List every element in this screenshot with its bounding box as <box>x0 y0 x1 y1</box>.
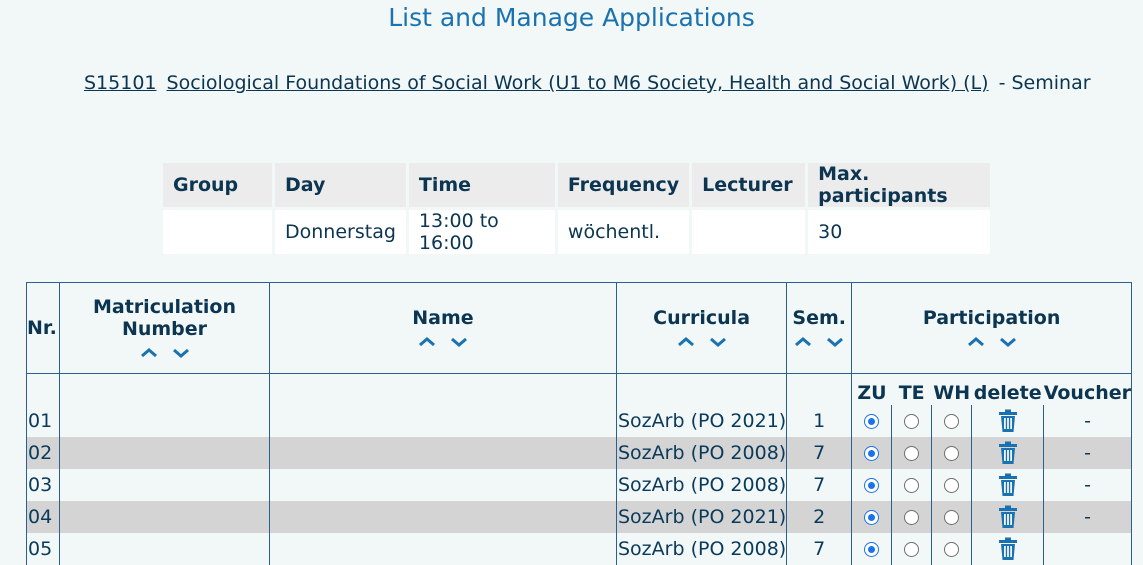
row-delete <box>972 437 1044 469</box>
row-curricula: SozArb (PO 2008) <box>617 469 787 501</box>
row-voucher <box>1044 533 1132 565</box>
row-matriculation <box>60 469 270 501</box>
radio-te[interactable] <box>904 446 919 461</box>
schedule-lecturer <box>692 210 805 254</box>
sort-up-icon[interactable] <box>139 346 159 360</box>
row-radio-wh <box>932 469 972 501</box>
trash-icon[interactable] <box>998 473 1018 497</box>
schedule-table <box>160 160 993 257</box>
row-radio-wh <box>932 501 972 533</box>
schedule-max: 30 <box>808 210 990 254</box>
row-curricula: SozArb (PO 2021) <box>617 405 787 437</box>
row-matriculation <box>60 501 270 533</box>
row-sem: 7 <box>787 469 852 501</box>
row-name <box>270 501 617 533</box>
row-radio-zu <box>852 533 892 565</box>
radio-wh[interactable] <box>944 446 959 461</box>
row-voucher: - <box>1044 405 1132 437</box>
course-name-link[interactable]: Sociological Foundations of Social Work (U1 to M6 Society, Health and Social Work) (L) <box>166 72 989 94</box>
table-row <box>27 469 1132 501</box>
row-radio-zu <box>852 405 892 437</box>
row-radio-te <box>892 405 932 437</box>
schedule-frequency: wöchentl. <box>558 210 689 254</box>
row-curricula: SozArb (PO 2021) <box>617 501 787 533</box>
subheader-zu: ZU <box>852 374 892 406</box>
subheader-wh: WH <box>932 374 972 406</box>
schedule-header-group: Group <box>163 163 272 207</box>
radio-wh[interactable] <box>944 542 959 557</box>
participants-table <box>26 282 1132 565</box>
schedule-group <box>163 210 272 254</box>
radio-zu[interactable] <box>864 414 879 429</box>
row-voucher: - <box>1044 469 1132 501</box>
radio-te[interactable] <box>904 510 919 525</box>
schedule-header-time: Time <box>409 163 555 207</box>
row-delete <box>972 501 1044 533</box>
sort-down-icon[interactable] <box>825 335 845 349</box>
row-name <box>270 533 617 565</box>
trash-icon[interactable] <box>998 505 1018 529</box>
radio-te[interactable] <box>904 542 919 557</box>
row-matriculation <box>60 405 270 437</box>
sort-down-icon[interactable] <box>449 335 469 349</box>
row-nr: 01 <box>27 405 60 437</box>
subheader-delete: delete <box>972 374 1044 406</box>
table-row <box>27 501 1132 533</box>
row-radio-zu <box>852 469 892 501</box>
radio-wh[interactable] <box>944 478 959 493</box>
schedule-header-max: Max. participants <box>808 163 990 207</box>
schedule-header-frequency: Frequency <box>558 163 689 207</box>
participants-rows <box>27 405 1132 565</box>
row-sem: 7 <box>787 437 852 469</box>
table-row <box>27 533 1132 565</box>
table-row <box>27 437 1132 469</box>
trash-icon[interactable] <box>998 537 1018 561</box>
row-radio-zu <box>852 437 892 469</box>
row-name <box>270 469 617 501</box>
row-radio-wh <box>932 533 972 565</box>
course-line <box>84 72 1091 94</box>
sort-up-icon[interactable] <box>966 335 986 349</box>
table-row <box>27 405 1132 437</box>
row-matriculation <box>60 437 270 469</box>
sort-down-icon[interactable] <box>171 346 191 360</box>
row-nr: 05 <box>27 533 60 565</box>
row-radio-te <box>892 469 932 501</box>
row-delete <box>972 469 1044 501</box>
header-sem: Sem. <box>787 283 852 374</box>
radio-zu[interactable] <box>864 478 879 493</box>
radio-te[interactable] <box>904 414 919 429</box>
radio-zu[interactable] <box>864 510 879 525</box>
radio-te[interactable] <box>904 478 919 493</box>
row-radio-te <box>892 533 932 565</box>
trash-icon[interactable] <box>998 409 1018 433</box>
schedule-time: 13:00 to 16:00 <box>409 210 555 254</box>
row-curricula: SozArb (PO 2008) <box>617 533 787 565</box>
row-radio-zu <box>852 501 892 533</box>
schedule-header-lecturer: Lecturer <box>692 163 805 207</box>
course-type: - Seminar <box>998 72 1091 94</box>
row-voucher: - <box>1044 437 1132 469</box>
radio-zu[interactable] <box>864 542 879 557</box>
row-nr: 02 <box>27 437 60 469</box>
row-sem: 7 <box>787 533 852 565</box>
subheader-te: TE <box>892 374 932 406</box>
schedule-header-day: Day <box>275 163 406 207</box>
row-nr: 03 <box>27 469 60 501</box>
sort-down-icon[interactable] <box>998 335 1018 349</box>
schedule-day: Donnerstag <box>275 210 406 254</box>
header-curricula: Curricula <box>617 283 787 374</box>
trash-icon[interactable] <box>998 441 1018 465</box>
row-radio-te <box>892 437 932 469</box>
row-radio-te <box>892 501 932 533</box>
row-radio-wh <box>932 405 972 437</box>
radio-wh[interactable] <box>944 510 959 525</box>
row-delete <box>972 405 1044 437</box>
header-matriculation: Matriculation Number <box>60 283 270 374</box>
sort-up-icon[interactable] <box>676 335 696 349</box>
row-delete <box>972 533 1044 565</box>
row-name <box>270 437 617 469</box>
sort-up-icon[interactable] <box>417 335 437 349</box>
sort-down-icon[interactable] <box>708 335 728 349</box>
course-number-link[interactable]: S15101 <box>84 72 157 94</box>
row-sem: 1 <box>787 405 852 437</box>
header-nr: Nr. <box>27 283 60 374</box>
sort-up-icon[interactable] <box>793 335 813 349</box>
row-sem: 2 <box>787 501 852 533</box>
row-matriculation <box>60 533 270 565</box>
radio-zu[interactable] <box>864 446 879 461</box>
radio-wh[interactable] <box>944 414 959 429</box>
header-name: Name <box>270 283 617 374</box>
row-nr: 04 <box>27 501 60 533</box>
row-curricula: SozArb (PO 2008) <box>617 437 787 469</box>
page-title: List and Manage Applications <box>388 3 755 32</box>
header-participation: Participation <box>852 283 1132 374</box>
row-voucher: - <box>1044 501 1132 533</box>
row-name <box>270 405 617 437</box>
subheader-voucher: Voucher <box>1044 374 1132 406</box>
row-radio-wh <box>932 437 972 469</box>
